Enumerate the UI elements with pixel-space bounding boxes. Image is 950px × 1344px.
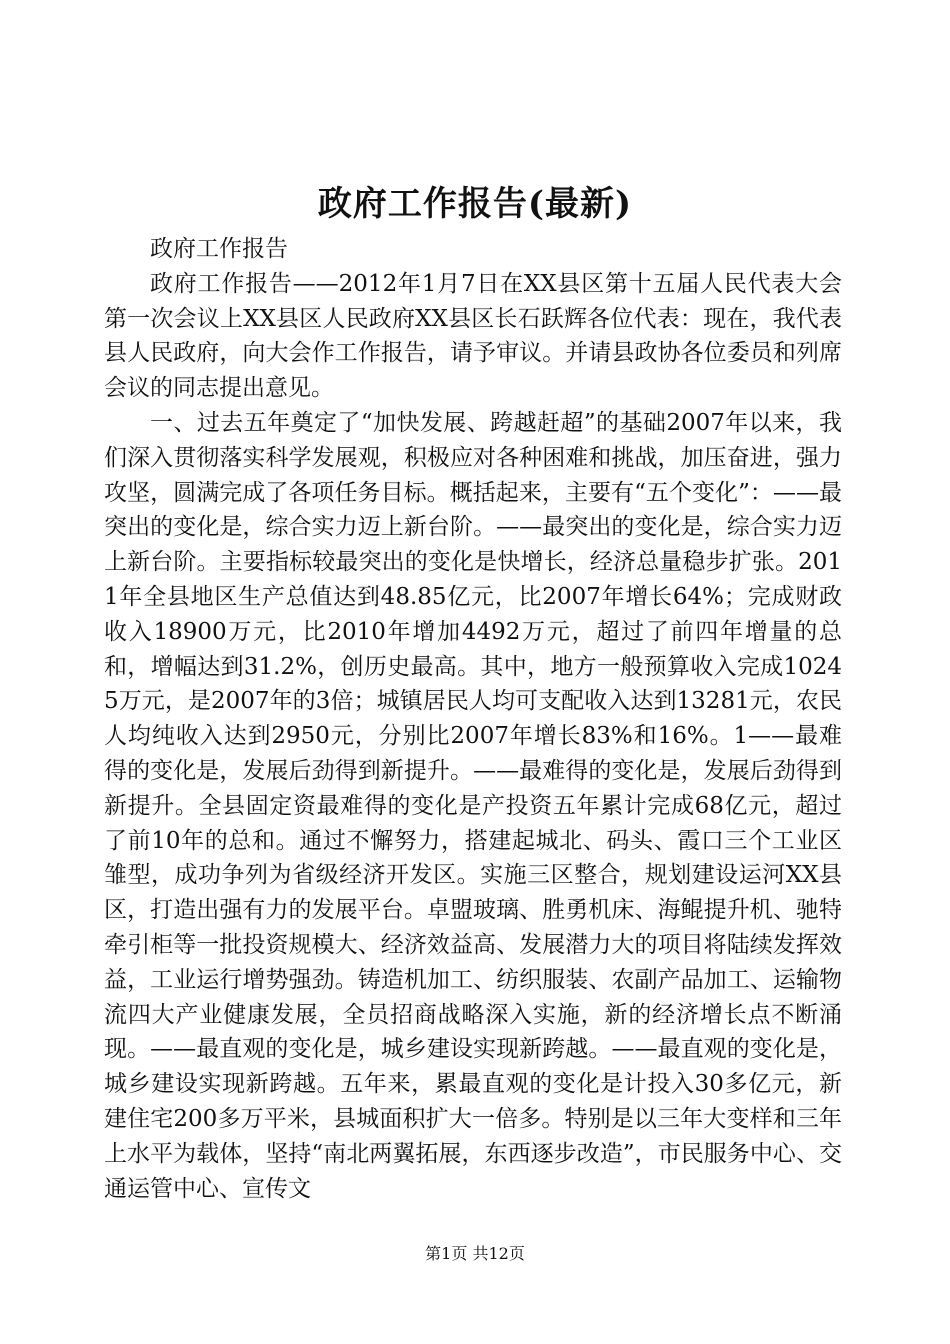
page-total: 共12页 — [472, 1244, 525, 1263]
document-title: 政府工作报告(最新) — [317, 184, 633, 224]
page-footer — [0, 1243, 950, 1265]
paragraph-intro: 政府工作报告——2012年1月7日在XX县区第十五届人民代表大会第一次会议上XX县区人民政府XX县区长石跃辉各位代表：现在，我代表县人民政府，向大会作工作报告，请予审议。并请县政协各位委员和列席会议的同志提出意见。 — [104, 270, 842, 402]
paragraph-section-one: 一、过去五年奠定了“加快发展、跨越赶超”的基础2007年以来，我们深入贯彻落实科学发展观，积极应对各种困难和挑战，加压奋进，强力攻坚，圆满完成了各项任务目标。概括起来，主要有“五个变化”：——最突出的变化是，综合实力迈上新台阶。——最突出的变化是，综合实力迈上新台阶。主要指标较最突出的变化是快增长，经济总量稳步扩张。2011年全县地区生产总值达到48.85亿元，比2007年增长64%；完成财政收入18900万元，比2010年增加4492万元，超过了前四年增量的总和，增幅达到31.2%，创历史最高。其中，地方一般预算收入完成10245万元，是2007年的3倍；城镇居民人均可支配收入达到13281元，农民人均纯收入达到2950元，分别比2007年增长83%和16%。1——最难得的变化是，发展后劲得到新提升。——最难得的变化是，发展后劲得到新提升。全县固定资最难得的变化是产投资五年累计完成68亿元，超过了前10年的总和。通过不懈努力，搭建起城北、码头、霞口三个工业区雏型，成功争列为省级经济开发区。实施三区整合，规划建设运河XX县区，打造出强有力的发展平台。卓盟玻璃、胜勇机床、海鲲提升机、驰特牵引柜等一批投资规模大、经济效益高、发展潜力大的项目将陆续发挥效益，工业运行增势强劲。铸造机加工、纺织服装、农副产品加工、运输物流四大产业健康发展，全员招商战略深入实施，新的经济增长点不断涌现。——最直观的变化是，城乡建设实现新跨越。——最直观的变化是，城乡建设实现新跨越。五年来，累最直观的变化是计投入30多亿元，新建住宅200多万平米，县城面积扩大一倍多。特别是以三年大变样和三年上水平为载体，坚持“南北两翼拓展，东西逐步改造”，市民服务中心、交通运管中心、宣传文 — [104, 409, 842, 1202]
document-body — [104, 232, 842, 1206]
page-number: 第1页 — [425, 1244, 468, 1263]
paragraph-subtitle: 政府工作报告 — [150, 236, 288, 262]
